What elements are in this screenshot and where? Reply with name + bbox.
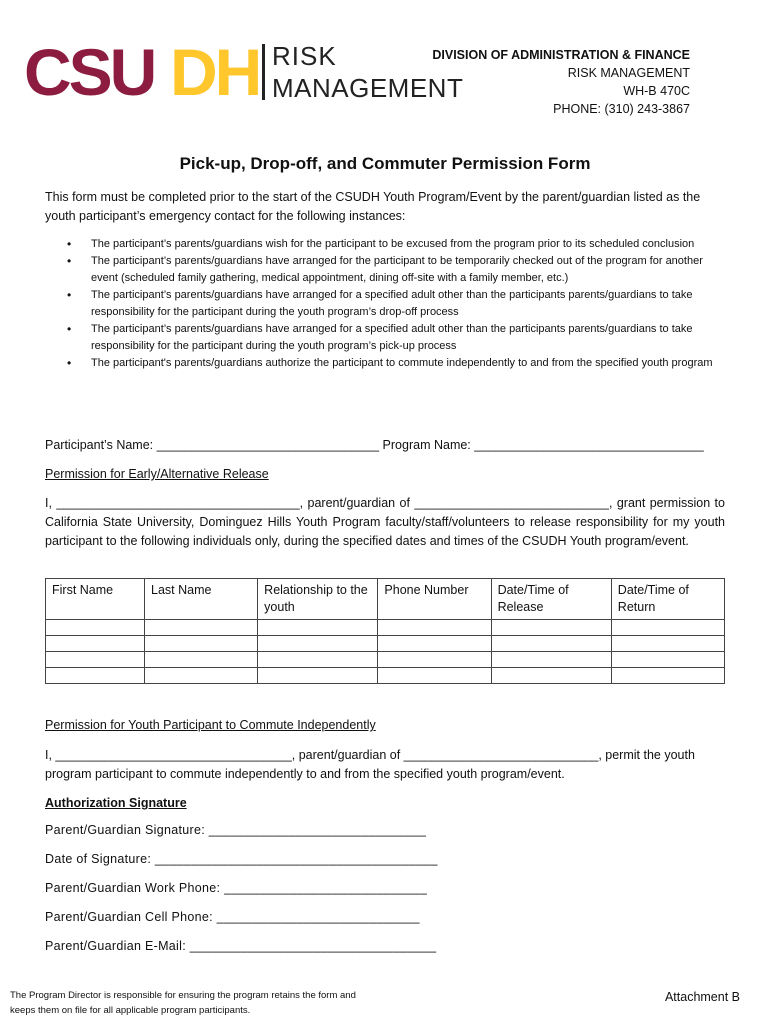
- table-cell[interactable]: [611, 620, 724, 636]
- table-cell[interactable]: [491, 652, 611, 668]
- table-cell[interactable]: [258, 636, 378, 652]
- table-cell[interactable]: [258, 652, 378, 668]
- authorization-heading: Authorization Signature: [45, 796, 187, 810]
- table-cell[interactable]: [491, 636, 611, 652]
- table-cell[interactable]: [46, 668, 145, 684]
- release-paragraph[interactable]: I, ___________________________________, parent/guardian of ____________________________, grant permission to California State University, Dominguez Hills Youth Program faculty/staff/volunteers to release responsibility for my youth participant to the following individuals only, during the specified dates and times of the CSUDH Youth program/event.: [45, 496, 725, 548]
- list-item: • The participant’s parents/guardians have arranged for a specified adult other than the participants parents/guardians to take responsibility for the participant during the youth program’s drop-off process: [45, 287, 725, 321]
- table-cell[interactable]: [145, 636, 258, 652]
- table-cell[interactable]: [258, 668, 378, 684]
- attachment-label: Attachment B: [664, 990, 740, 1004]
- table-cell[interactable]: [491, 668, 611, 684]
- col-last-name: Last Name: [145, 579, 258, 620]
- col-return-time: Date/Time of Return: [611, 579, 724, 620]
- table-row[interactable]: [46, 652, 725, 668]
- table-cell[interactable]: [258, 620, 378, 636]
- col-first-name: First Name: [46, 579, 145, 620]
- logo-dh-text: DH: [170, 35, 260, 109]
- table-row[interactable]: [46, 620, 725, 636]
- commute-paragraph[interactable]: I, __________________________________, parent/guardian of ____________________________, permit the youth program participant to commute independently to and from the specified youth program/event.: [45, 748, 695, 781]
- logo-risk-text: RISK: [272, 41, 337, 71]
- table-row[interactable]: [46, 636, 725, 652]
- table-cell[interactable]: [378, 636, 491, 652]
- signature-field[interactable]: Parent/Guardian Signature: ______________________________: [45, 823, 427, 837]
- table-header-row: [46, 579, 725, 620]
- release-heading: Permission for Early/Alternative Release: [45, 467, 269, 481]
- list-item: • The participant's parents/guardians authorize the participant to commute independently to and from the specified youth program: [45, 355, 725, 372]
- table-cell[interactable]: [46, 636, 145, 652]
- intro-paragraph: This form must be completed prior to the start of the CSUDH Youth Program/Event by the parent/guardian listed as the youth participant’s emergency contact for the following instances:: [45, 190, 701, 223]
- commute-heading: Permission for Youth Participant to Commute Independently: [45, 718, 376, 732]
- signature-date-field[interactable]: Date of Signature: _______________________________________: [45, 852, 438, 866]
- table-cell[interactable]: [378, 652, 491, 668]
- list-item: • The participant’s parents/guardians have arranged for the participant to be temporarily checked out of the program for another event (scheduled family gathering, medical appointment, dining off-site with a family member, etc.): [45, 253, 725, 287]
- table-cell[interactable]: [145, 652, 258, 668]
- logo-csu-text: CSU: [24, 35, 155, 109]
- department-name: RISK MANAGEMENT: [567, 66, 690, 80]
- table-cell[interactable]: [611, 668, 724, 684]
- table-cell[interactable]: [611, 636, 724, 652]
- room-number: WH-B 470C: [623, 84, 690, 98]
- table-cell[interactable]: [145, 668, 258, 684]
- form-title: Pick-up, Drop-off, and Commuter Permission Form: [179, 154, 591, 173]
- table-cell[interactable]: [145, 620, 258, 636]
- table-row[interactable]: [46, 668, 725, 684]
- instances-list: [45, 236, 725, 372]
- list-item: • The participant’s parents/guardians wish for the participant to be excused from the program prior to its scheduled conclusion: [45, 236, 725, 253]
- col-release-time: Date/Time of Release: [491, 579, 611, 620]
- phone-number: PHONE: (310) 243-3867: [553, 102, 690, 116]
- division-name: DIVISION OF ADMINISTRATION & FINANCE: [432, 48, 690, 62]
- col-relationship: Relationship to the youth: [258, 579, 378, 620]
- table-cell[interactable]: [611, 652, 724, 668]
- work-phone-field[interactable]: Parent/Guardian Work Phone: ____________________________: [45, 881, 428, 895]
- logo-management-text: MANAGEMENT: [272, 73, 464, 103]
- cell-phone-field[interactable]: Parent/Guardian Cell Phone: ____________________________: [45, 910, 420, 924]
- table-cell[interactable]: [378, 620, 491, 636]
- list-item: • The participant’s parents/guardians have arranged for a specified adult other than the participants parents/guardians to take responsibility for the participant during the youth program’s pick-up process: [45, 321, 725, 355]
- table-cell[interactable]: [491, 620, 611, 636]
- release-table: [45, 578, 725, 684]
- table-cell[interactable]: [378, 668, 491, 684]
- footer-note: The Program Director is responsible for ensuring the program retains the form and keeps them on file for all applicable program participants.: [10, 990, 356, 1016]
- table-cell[interactable]: [46, 620, 145, 636]
- participant-program-line[interactable]: Participant’s Name: ________________________________ Program Name: _________________________________: [45, 438, 704, 452]
- col-phone: Phone Number: [378, 579, 491, 620]
- email-field[interactable]: Parent/Guardian E-Mail: __________________________________: [45, 939, 437, 953]
- contact-block: [432, 46, 690, 118]
- table-cell[interactable]: [46, 652, 145, 668]
- logo-divider: [262, 44, 265, 100]
